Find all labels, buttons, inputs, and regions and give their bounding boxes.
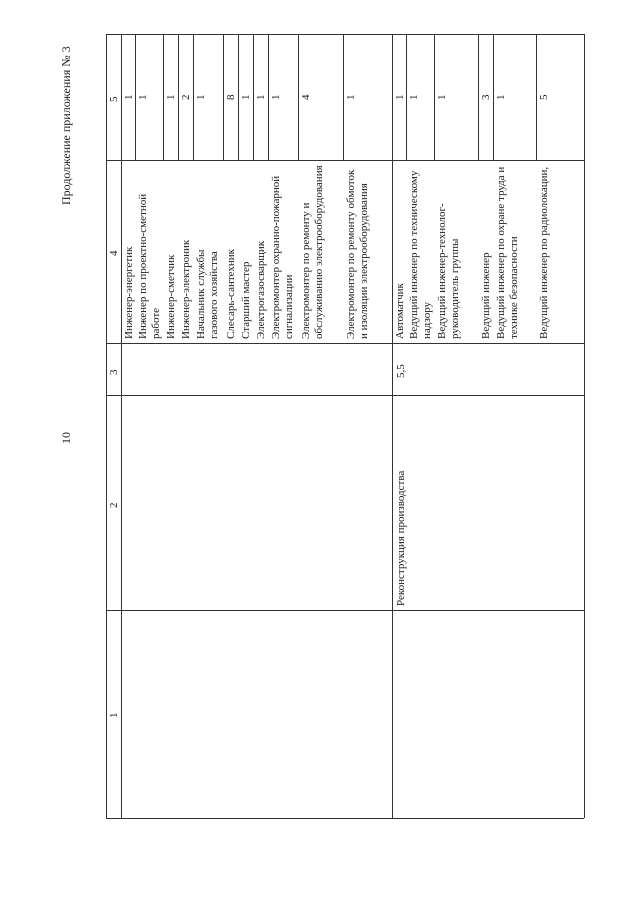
col-header-4: 4 [108,250,120,256]
position-cell: Ведущий инженер по техническому надзору [408,170,433,339]
col-header-3: 3 [108,369,120,375]
continuation-header: Продолжение приложения № 3 [59,46,73,205]
section-name: Реконструкция производства [395,470,407,606]
position-cell: Начальник службы газового хозяйства [195,249,220,339]
count-cell: 1 [495,94,507,100]
count-cell: 5 [538,94,550,100]
page-number: 10 [59,432,73,444]
position-cell: Электромонтер по ремонту обмоток и изоляции электрооборудования [345,169,370,339]
count-cell: 1 [436,94,448,100]
position-cell: Ведущий инженер по охране труда и технике безопасности [495,166,520,339]
count-cell: 1 [345,94,357,100]
position-cell: Слесарь-сантехник [225,248,237,339]
count-cell: 3 [480,94,492,100]
count-cell: 2 [180,94,192,100]
position-cell: Инженер по проектно-сметной работе [137,193,162,339]
position-cell: Электромонтер по ремонту и обслуживанию электрооборудования [300,165,325,339]
count-cell: 1 [137,94,149,100]
position-cell: Ведущий инженер [480,252,492,339]
count-cell: 1 [408,94,420,100]
count-cell: 1 [255,94,267,100]
col-header-2: 2 [108,502,120,508]
position-cell: Старший мастер [240,261,252,339]
position-cell: Ведущий инженер по радиолокации, [538,166,550,339]
col-header-5: 5 [108,96,120,102]
col-header-1: 1 [108,712,120,718]
count-cell: 1 [270,94,282,100]
count-cell: 1 [394,94,406,100]
position-cell: Инженер-электроник [180,239,192,339]
position-cell: Инженер-сметчик [165,254,177,339]
count-cell: 1 [195,94,207,100]
position-cell: Инженер-энергетик [123,246,135,339]
position-cell: Автоматчик [394,283,406,339]
position-cell: Ведущий инженер-технолог-руководитель группы [436,203,461,339]
section-code: 5,5 [395,364,407,378]
count-cell: 1 [240,94,252,100]
count-cell: 8 [225,94,237,100]
count-cell: 1 [123,94,135,100]
position-cell: Электрогазосварщик [255,240,267,339]
count-cell: 1 [165,94,177,100]
position-cell: Электромонтер охранно-пожарной сигнализации [270,175,295,339]
count-cell: 4 [300,94,312,100]
